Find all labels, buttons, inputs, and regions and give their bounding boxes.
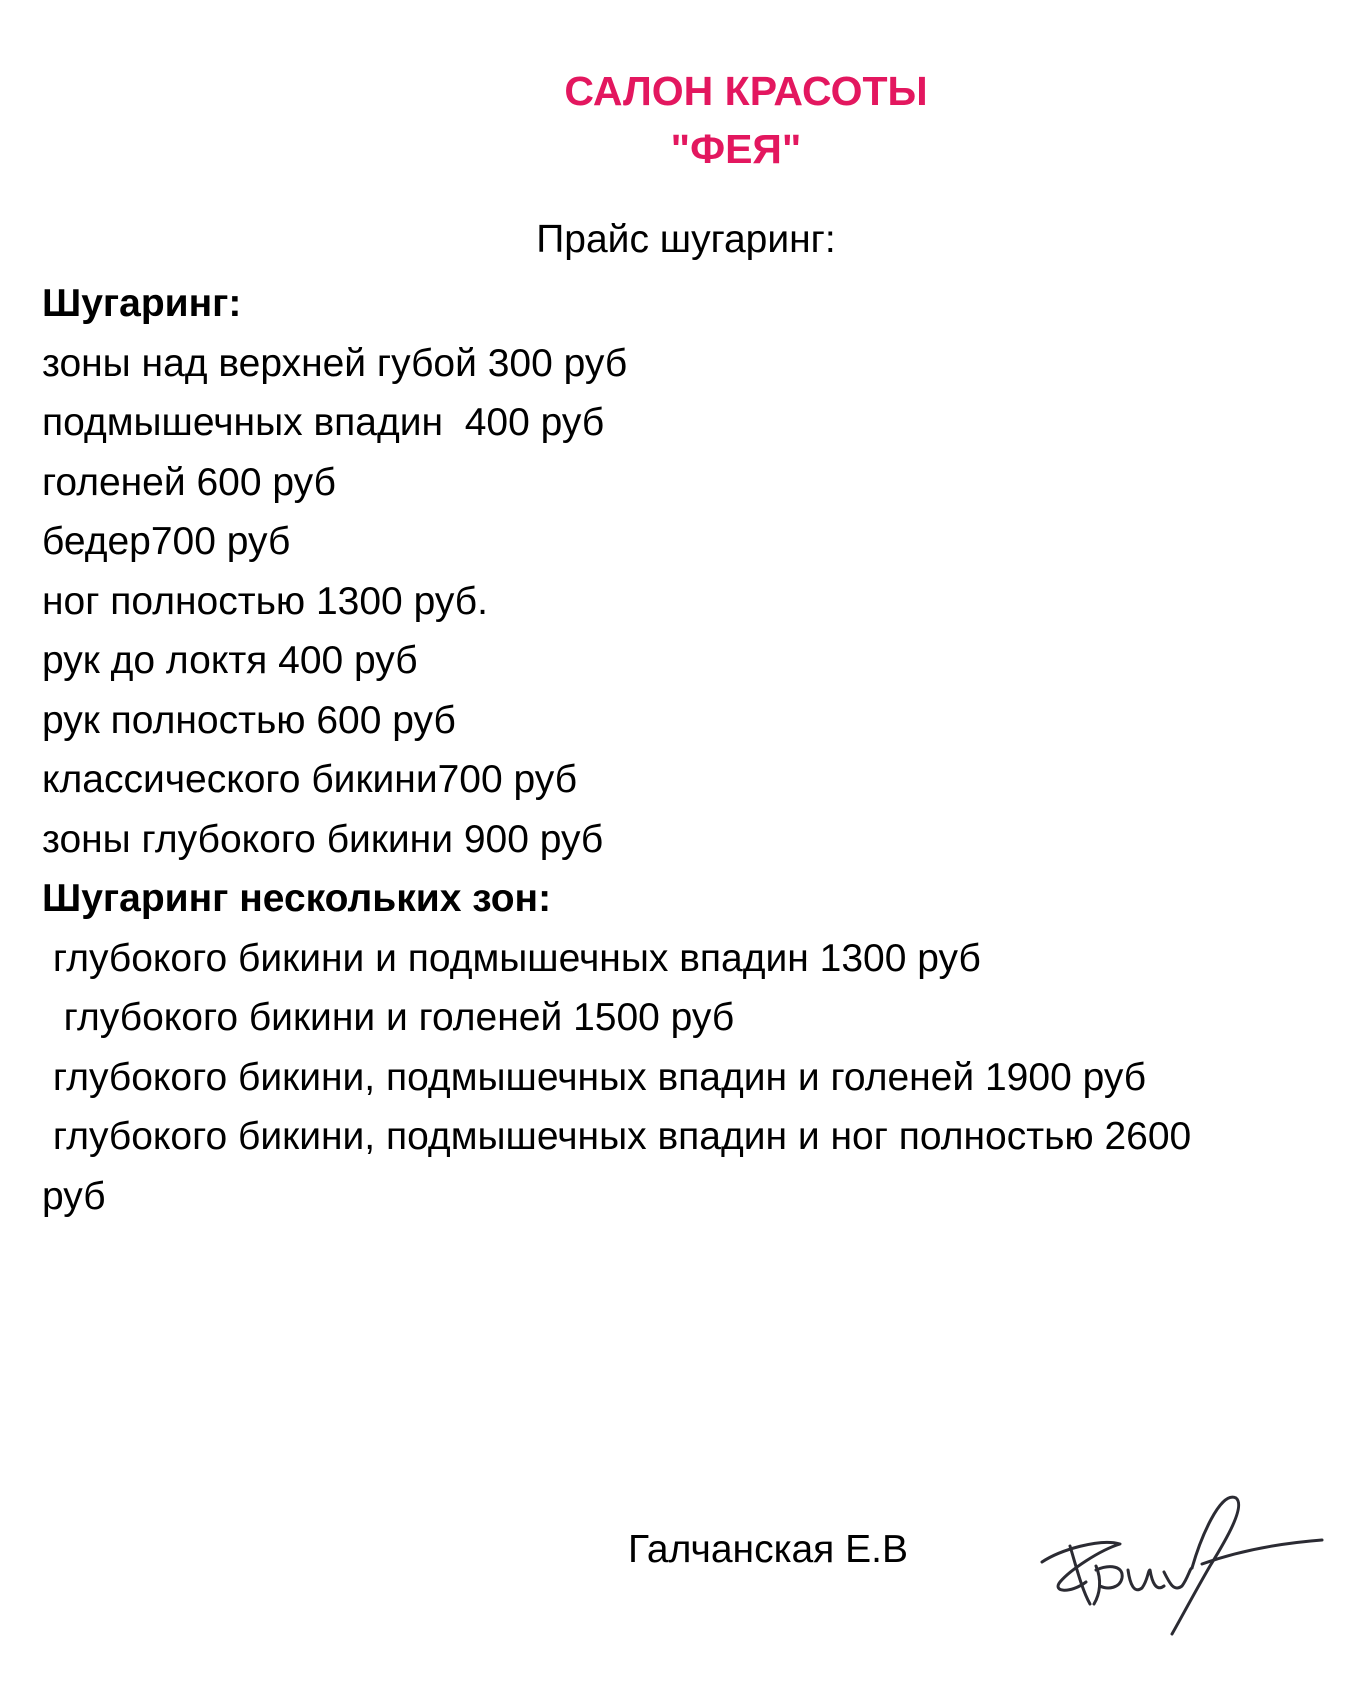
price-item: рук до локтя 400 руб — [42, 639, 418, 682]
price-item: рук полностью 600 руб — [42, 698, 456, 742]
price-item: зоны над верхней губой 300 руб — [42, 341, 628, 385]
price-item: классического бикини700 руб — [42, 758, 578, 801]
signatory-name: Галчанская Е.В — [628, 1528, 908, 1571]
combo-price-item: глубокого бикини, подмышечных впадин и ног полностью 2600 руб — [42, 1115, 1203, 1218]
combo-price-item: глубокого бикини, подмышечных впадин и голеней 1900 руб — [42, 1055, 1147, 1099]
price-item: бедер700 руб — [42, 520, 291, 563]
signature-icon — [1030, 1470, 1330, 1650]
price-list — [42, 274, 1262, 1226]
salon-name: "ФЕЯ" — [670, 126, 802, 172]
price-heading: Прайс шугаринг: — [536, 218, 836, 261]
salon-header — [0, 62, 1360, 178]
price-item: голеней 600 руб — [42, 460, 336, 504]
price-item: зоны глубокого бикини 900 руб — [42, 817, 604, 861]
salon-title: САЛОН КРАСОТЫ — [564, 68, 928, 114]
section-title-sugaring: Шугаринг: — [42, 282, 242, 325]
price-item: ног полностью 1300 руб. — [42, 579, 488, 623]
combo-price-item: глубокого бикини и голеней 1500 руб — [42, 996, 735, 1039]
price-item: подмышечных впадин 400 руб — [42, 401, 605, 444]
section-title-multi-zone: Шугаринг нескольких зон: — [42, 877, 552, 920]
combo-price-item: глубокого бикини и подмышечных впадин 1300 руб — [42, 936, 981, 980]
